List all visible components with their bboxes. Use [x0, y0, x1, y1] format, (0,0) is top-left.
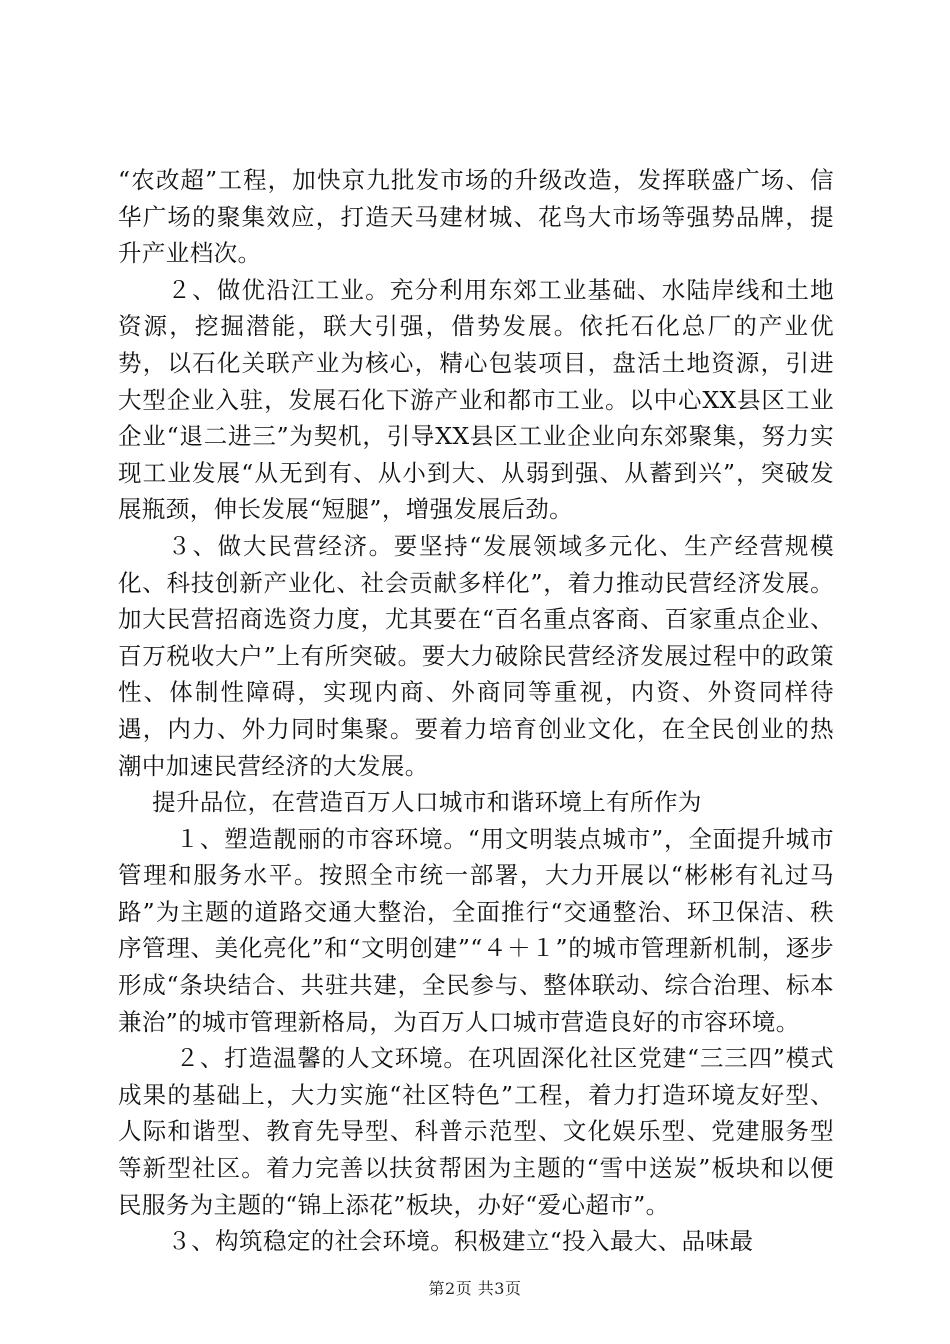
paragraph-6: ３、构筑稳定的社会环境。积极建立“投入最大、品味最: [167, 1227, 754, 1256]
paragraph-5: ２、打造温馨的人文环境。在巩固深化社区党建“三三四”模式成果的基础上，大力实施“社区特色”工程，着力打造环境友好型、人际和谐型、教育先导型、科普示范型、文化娱乐型、党建服务型等新型社区。着力完善以扶贫帮困为主题的“雪中送炭”板块和以便民服务为主题的“锦上添花”板块，办好“爱心超市”。: [118, 1044, 834, 1219]
paragraph-2: ２、做优沿江工业。充分利用东郊工业基础、水陆岸线和土地资源，挖掘潜能，联大引强，借势发展。依托石化总厂的产业优势，以石化关联产业为核心，精心包装项目，盘活土地资源，引进大型企业入驻，发展石化下游产业和都市工业。以中心XX县区工业企业“退二进三”为契机，引导XX县区工业企业向东郊聚集，努力实现工业发展“从无到有、从小到大、从弱到强、从蓄到兴”，突破发展瓶颈，伸长发展“短腿”，增强发展后劲。: [118, 275, 834, 524]
document-body: [118, 162, 834, 1260]
paragraph-4: １、塑造靓丽的市容环境。“用文明装点城市”，全面提升城市管理和服务水平。按照全市统一部署，大力开展以“彬彬有礼过马路”为主题的道路交通大整治，全面推行“交通整治、环卫保洁、秩序管理、美化亮化”和“文明创建”“４＋１”的城市管理新机制，逐步形成“条块结合、共驻共建，全民参与、整体联动、综合治理、标本兼治”的城市管理新格局，为百万人口城市营造良好的市容环境。: [118, 824, 834, 1036]
paragraph-1: “农改超”工程，加快京九批发市场的升级改造，发挥联盛广场、信华广场的聚集效应，打造天马建材城、花鸟大市场等强势品牌，提升产业档次。: [118, 166, 834, 268]
page-number-footer: 第2页 共3页: [428, 1279, 522, 1298]
paragraph-3: ３、做大民营经济。要坚持“发展领域多元化、生产经营规模化、科技创新产业化、社会贡献多样化”，着力推动民营经济发展。加大民营招商选资力度，尤其要在“百名重点客商、百家重点企业、百万税收大户”上有所突破。要大力破除民营经济发展过程中的政策性、体制性障碍，实现内商、外商同等重视，内资、外资同样待遇，内力、外力同时集聚。要着力培育创业文化，在全民创业的热潮中加速民营经济的大发展。: [118, 531, 834, 780]
section-heading: 提升品位，在营造百万人口城市和谐环境上有所作为: [152, 788, 702, 817]
